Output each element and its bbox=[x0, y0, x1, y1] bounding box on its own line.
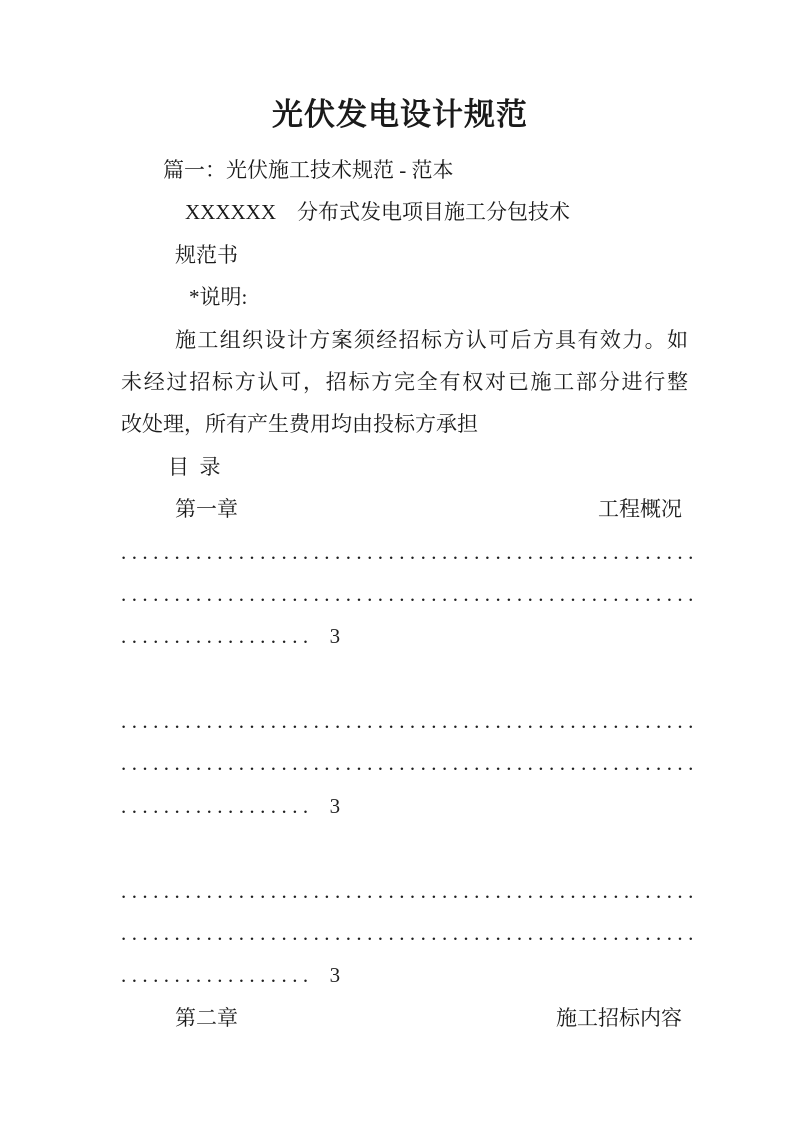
paragraph-line: 篇一：光伏施工技术规范 - 范本 bbox=[163, 158, 454, 182]
toc-leader-line: . . . . . . . . . . . . . . . . . . . . . . . . . . . . . . . . . . . . . . . . . . . . . . . . . . . . . . bbox=[121, 581, 694, 606]
toc-leader-page-line: . . . . . . . . . . . . . . . . . . 3 bbox=[121, 963, 341, 988]
toc-leader-line: . . . . . . . . . . . . . . . . . . . . . . . . . . . . . . . . . . . . . . . . . . . . . . . . . . . . . . bbox=[121, 751, 694, 776]
paragraph-line: 改处理，所有产生费用均由投标方承担 bbox=[121, 412, 478, 437]
toc-chapter-title: 第一章 bbox=[175, 497, 238, 522]
document-body bbox=[121, 149, 694, 1039]
toc-chapter-row bbox=[121, 997, 688, 1039]
blank-line bbox=[121, 658, 688, 700]
paragraph-line: 施工组织设计方案须经招标方认可后方具有效力。如 bbox=[175, 327, 688, 352]
toc-leader-line: . . . . . . . . . . . . . . . . . . . . . . . . . . . . . . . . . . . . . . . . . . . . . . . . . . . . . . bbox=[121, 539, 694, 564]
paragraph-line: 规范书 bbox=[175, 242, 238, 267]
paragraph-line: 未经过招标方认可，招标方完全有权对已施工部分进行整 bbox=[121, 369, 688, 394]
document-title: 光伏发电设计规范 bbox=[272, 97, 528, 132]
toc-chapter-title: 第二章 bbox=[175, 1005, 238, 1030]
toc-leader-page-line: . . . . . . . . . . . . . . . . . . 3 bbox=[121, 793, 341, 818]
paragraph-line: 目 录 bbox=[168, 454, 221, 479]
paragraph-line: XXXXXX 分布式发电项目施工分包技术 bbox=[185, 200, 570, 225]
toc-leader-line: . . . . . . . . . . . . . . . . . . . . . . . . . . . . . . . . . . . . . . . . . . . . . . . . . . . . . . bbox=[121, 709, 694, 734]
toc-chapter-row bbox=[121, 488, 688, 530]
blank-line bbox=[121, 827, 688, 869]
toc-chapter-section: 施工招标内容 bbox=[556, 1005, 682, 1030]
toc-leader-line: . . . . . . . . . . . . . . . . . . . . . . . . . . . . . . . . . . . . . . . . . . . . . . . . . . . . . . bbox=[121, 921, 694, 946]
toc-chapter-section: 工程概况 bbox=[598, 497, 682, 522]
toc-leader-page-line: . . . . . . . . . . . . . . . . . . 3 bbox=[121, 624, 341, 649]
paragraph-line: *说明: bbox=[189, 285, 248, 310]
toc-leader-line: . . . . . . . . . . . . . . . . . . . . . . . . . . . . . . . . . . . . . . . . . . . . . . . . . . . . . . bbox=[121, 878, 694, 903]
